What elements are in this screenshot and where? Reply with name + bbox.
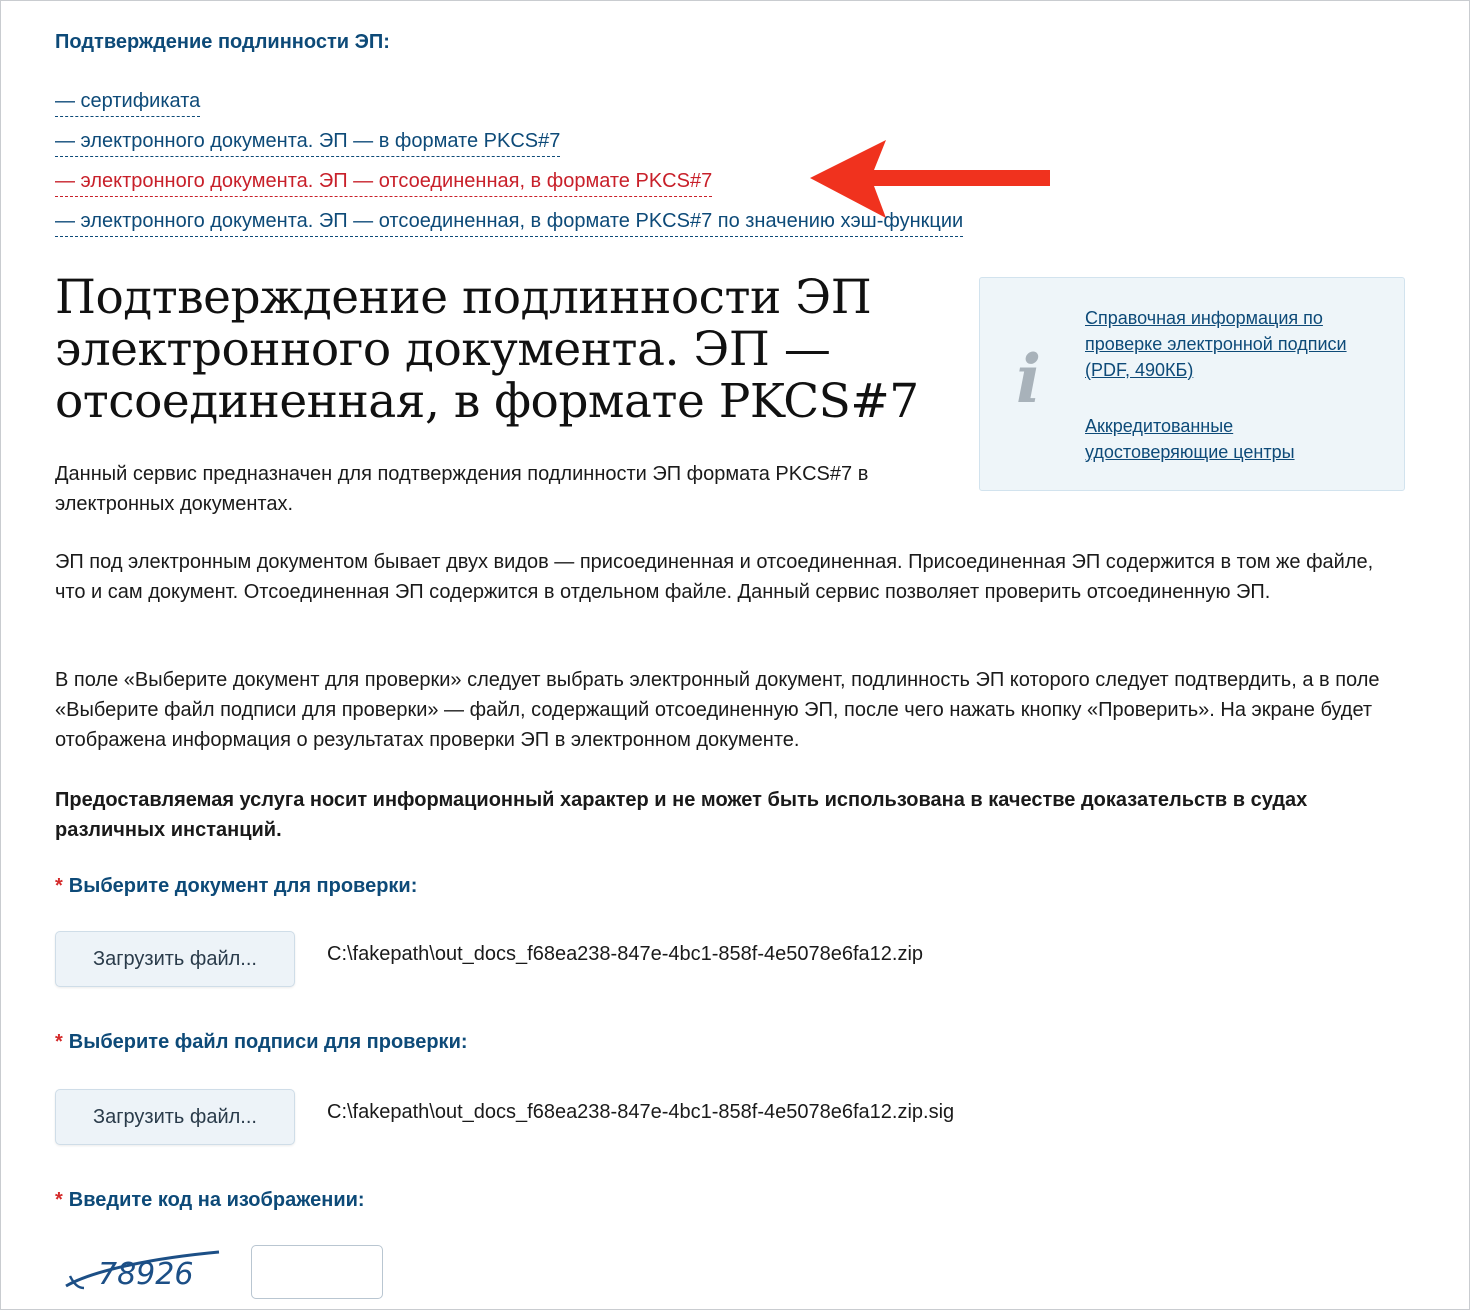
accredited-centers-link[interactable]: Аккредитованные удостоверяющие центры	[1085, 416, 1295, 462]
signature-label-text: Выберите файл подписи для проверки:	[68, 1031, 468, 1053]
signature-file-path: C:\fakepath\out_docs_f68ea238-847e-4bc1-858f-4e5078e6fa12.zip.sig	[327, 1101, 955, 1123]
info-icon: i	[1016, 340, 1042, 418]
instructions-paragraph: В поле «Выберите документ для проверки» следует выбрать электронный документ, подлинность ЭП которого следует подтвердить, а в поле «Выберите файл подписи для проверки» — файл, содержащий отсоединенную ЭП, после чего нажать кнопку «Проверить». На экране будет отображена информация о результатах проверки ЭП в электронном документе.	[55, 669, 1380, 751]
upload-document-button[interactable]: Загрузить файл...	[55, 931, 295, 987]
required-mark: *	[55, 1031, 63, 1053]
document-file-path: C:\fakepath\out_docs_f68ea238-847e-4bc1-858f-4e5078e6fa12.zip	[327, 943, 924, 965]
captcha-image	[64, 1248, 224, 1294]
required-mark: *	[55, 875, 63, 897]
captcha-field-label	[55, 1189, 365, 1212]
signature-field-label	[55, 1031, 468, 1054]
description-paragraph: ЭП под электронным документом бывает двух видов — присоединенная и отсоединенная. Присоединенная ЭП содержится в том же файле, что и сам документ. Отсоединенная ЭП содержится в отдельном файле. Данный сервис позволяет проверить отсоединенную ЭП.	[55, 551, 1374, 603]
document-field-label	[55, 875, 417, 898]
info-box	[979, 277, 1405, 491]
intro-paragraph: Данный сервис предназначен для подтверждения подлинности ЭП формата PKCS#7 в электронных документах.	[55, 463, 869, 515]
nav-link-detached-pkcs7[interactable]: — электронного документа. ЭП — отсоединенная, в формате PKCS#7	[55, 169, 712, 197]
red-arrow-annotation	[810, 140, 1055, 220]
page-title: Подтверждение подлинности ЭП электронного документа. ЭП — отсоединенная, в формате PKCS#7	[55, 270, 919, 429]
nav-title: Подтверждение подлинности ЭП:	[55, 31, 390, 53]
disclaimer-paragraph: Предоставляемая услуга носит информационный характер и не может быть использована в качестве доказательств в судах различных инстанций.	[55, 789, 1308, 841]
nav-link-detached-pkcs7-hash[interactable]: — электронного документа. ЭП — отсоединенная, в формате PKCS#7 по значению хэш-функции	[55, 209, 963, 237]
upload-signature-button[interactable]: Загрузить файл...	[55, 1089, 295, 1145]
nav-link-certificate[interactable]: — сертификата	[55, 89, 200, 117]
nav-link-attached-pkcs7[interactable]: — электронного документа. ЭП — в формате PKCS#7	[55, 129, 560, 157]
document-label-text: Выберите документ для проверки:	[68, 875, 418, 897]
help-pdf-link[interactable]: Справочная информация по проверке электронной подписи (PDF, 490КБ)	[1085, 308, 1347, 380]
captcha-text: 78926	[98, 1257, 194, 1292]
required-mark: *	[55, 1189, 63, 1211]
captcha-label-text: Введите код на изображении:	[68, 1189, 365, 1211]
captcha-input[interactable]	[251, 1245, 383, 1299]
